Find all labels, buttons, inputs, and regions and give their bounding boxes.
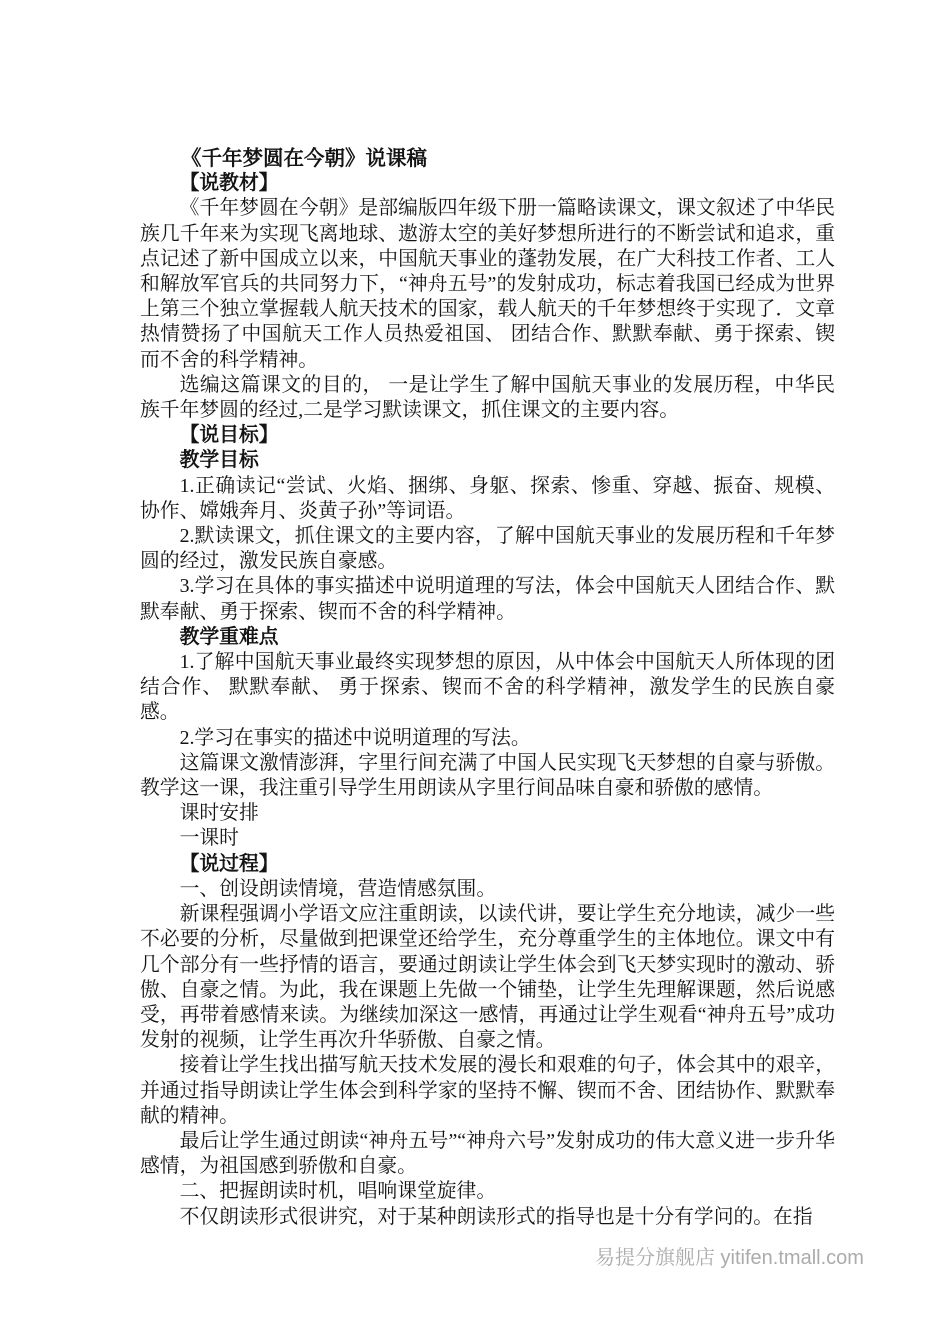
document-content	[140, 146, 835, 1230]
paragraph-step-2-detail: 不仅朗读形式很讲究，对于某种朗读形式的指导也是十分有学问的。在指	[179, 1205, 813, 1228]
paragraph-emotion-note: 这篇课文激情澎湃，字里行间充满了中国人民实现飞天梦想的自豪与骄傲。教学这一课，我注重引导学生用朗读从字里行间品味自豪和骄傲的感情。	[140, 751, 835, 800]
doc-title: 《千年梦圆在今朝》说课稿	[181, 147, 427, 170]
paragraph-difficulty-1: 1.了解中国航天事业最终实现梦想的原因，从中体会中国航天人所体现的团结合作、 默默奉献、 勇于探索、锲而不舍的科学精神，激发学生的民族自豪感。	[140, 651, 835, 724]
section-heading-shuo-jiaocai: 【说教材】	[179, 172, 279, 195]
sub-heading-key-difficulties: 教学重难点	[179, 625, 279, 648]
paragraph-goal-2: 2.默读课文，抓住课文的主要内容，了解中国航天事业的发展历程和千年梦圆的经过，激发民族自豪感。	[140, 525, 835, 573]
paragraph-lesson-schedule-label: 课时安排	[179, 802, 259, 825]
sub-heading-teaching-goals: 教学目标	[179, 449, 259, 472]
paragraph-course-intro: 《千年梦圆在今朝》是部编版四年级下册一篇略读课文，课文叙述了中华民族几千年来为实现飞离地球、遨游太空的美好梦想所进行的不断尝试和追求，重点记述了新中国成立以来，中国航天事业的蓬勃发展，在广大科技工作者、工人和解放军官兵的共同努力下，“神舟五号”的发射成功，标志着我国已经成为世界上第三个独立掌握载人航天技术的国家，载人航天的千年梦想终于实现了．文章热情赞扬了中国航天工作人员热爱祖国、 团结合作、默默奉献、勇于探索、锲而不舍的科学精神。	[140, 197, 835, 371]
paragraph-difficulty-2: 2.学习在事实的描述中说明道理的写法。	[179, 726, 531, 749]
paragraph-goal-1: 1.正确读记“尝试、火焰、捆绑、身躯、探索、惨重、穿越、振奋、规模、协作、嫦娥奔月、炎黄子孙”等词语。	[140, 474, 835, 522]
paragraph-step-2-title: 二、把握朗读时机，唱响课堂旋律。	[179, 1180, 497, 1203]
paragraph-step-1-detail: 新课程强调小学语文应注重朗读，以读代讲，要让学生充分地读，减少一些不必要的分析，尽量做到把课堂还给学生，充分尊重学生的主体地位。课文中有几个部分有一些抒情的语言，要通过朗读让学生体会到飞天梦实现时的激动、骄傲、自豪之情。为此，我在课题上先做一个铺垫，让学生先理解课题，然后说感受，再带着感情来读。为继续加深这一感情，再通过让学生观看“神舟五号”成功发射的视频，让学生再次升华骄傲、自豪之情。	[140, 903, 835, 1052]
paragraph-selection-purpose: 选编这篇课文的目的， 一是让学生了解中国航天事业的发展历程，中华民族千年梦圆的经过,二是学习默读课文，抓住课文的主要内容。	[140, 373, 835, 422]
paragraph-goal-3: 3.学习在具体的事实描述中说明道理的写法，体会中国航天人团结合作、默默奉献、勇于探索、锲而不舍的科学精神。	[140, 575, 835, 623]
paragraph-step-1-follow: 接着让学生找出描写航天技术发展的漫长和艰难的句子，体会其中的艰辛，并通过指导朗读让学生体会到科学家的坚持不懈、锲而不舍、团结协作、默默奉献的精神。	[140, 1054, 835, 1127]
shop-watermark: 易提分旗舰店 yitifen.tmall.com	[595, 1247, 864, 1269]
paragraph-step-1-title: 一、创设朗读情境，营造情感氛围。	[179, 877, 497, 900]
paragraph-step-1-final: 最后让学生通过朗读“神舟五号”“神舟六号”发射成功的伟大意义进一步升华感情，为祖国感到骄傲和自豪。	[140, 1129, 835, 1178]
paragraph-lesson-schedule-value: 一课时	[179, 827, 239, 850]
section-heading-shuo-guocheng: 【说过程】	[179, 852, 279, 875]
section-heading-shuo-mubiao: 【说目标】	[179, 424, 279, 447]
